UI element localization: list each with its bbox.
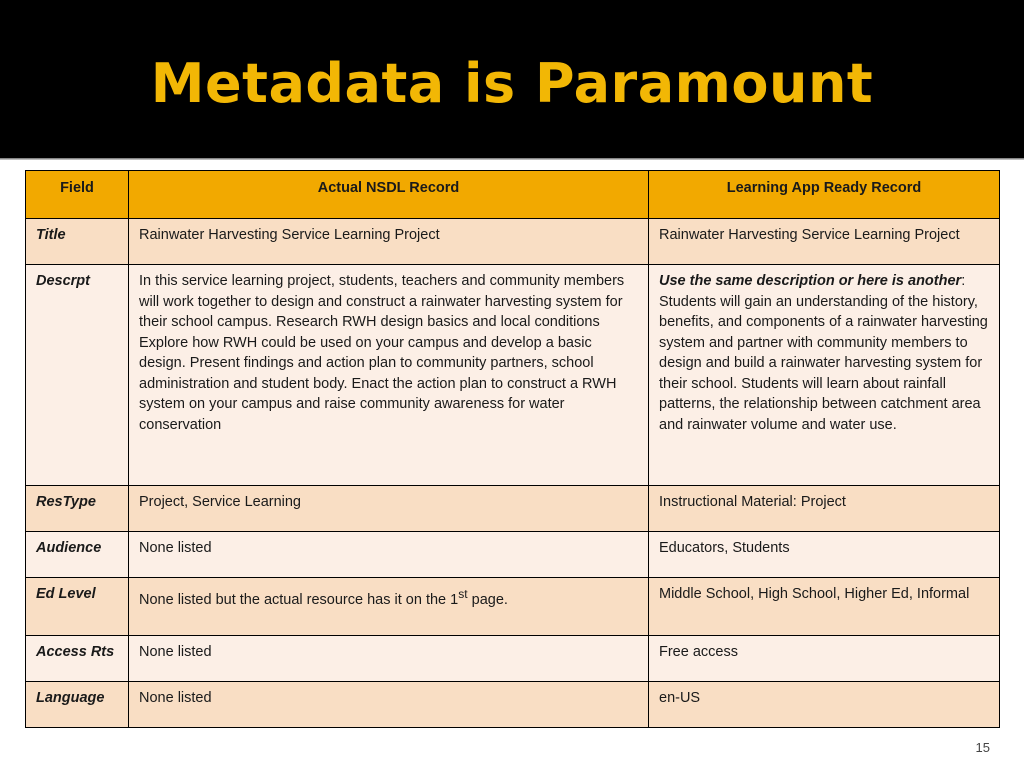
nsdl-value-text-end: page.	[467, 591, 508, 608]
app-value	[649, 265, 1000, 486]
field-label: Language	[26, 682, 129, 728]
app-value-body: Students will gain an understanding of the history, benefits, and components of a rainwater harvesting system and partner with community members to design and build a rainwater harvesting system for their school. Students will learn about rainfall patterns, the relationship between catchment area and rainwater volume and water use.	[659, 293, 988, 433]
field-label: ResType	[26, 486, 129, 532]
nsdl-value-text: None listed but the actual resource has it on the 1	[139, 591, 459, 608]
nsdl-value-superscript: st	[458, 587, 468, 601]
app-value: Middle School, High School, Higher Ed, Informal	[649, 578, 1000, 636]
table-row-restype	[26, 486, 1000, 532]
field-label: Descrpt	[26, 265, 129, 486]
table-row-access-rights	[26, 636, 1000, 682]
field-label: Access Rts	[26, 636, 129, 682]
nsdl-value: None listed	[129, 636, 649, 682]
nsdl-value: Rainwater Harvesting Service Learning Project	[129, 219, 649, 265]
table-row-description	[26, 265, 1000, 486]
nsdl-value: Project, Service Learning	[129, 486, 649, 532]
app-value: Free access	[649, 636, 1000, 682]
table-row-title	[26, 219, 1000, 265]
field-label: Ed Level	[26, 578, 129, 636]
app-value: en-US	[649, 682, 1000, 728]
app-value: Instructional Material: Project	[649, 486, 1000, 532]
app-value-lead: Use the same description or here is another	[659, 273, 962, 289]
title-band	[0, 0, 1024, 158]
app-value: Rainwater Harvesting Service Learning Project	[649, 219, 1000, 265]
table-row-language	[26, 682, 1000, 728]
field-label: Audience	[26, 532, 129, 578]
metadata-comparison-table	[25, 170, 1000, 728]
header-app-record: Learning App Ready Record	[649, 171, 1000, 219]
nsdl-value: None listed	[129, 532, 649, 578]
field-label: Title	[26, 219, 129, 265]
nsdl-value	[129, 578, 649, 636]
header-field: Field	[26, 171, 129, 219]
table-header-row	[26, 171, 1000, 219]
app-value: Educators, Students	[649, 532, 1000, 578]
nsdl-value: In this service learning project, students, teachers and community members will work together to design and construct a rainwater harvesting system for their school campus. Research RWH design basics and local conditions Explore how RWH could be used on your campus and develop a basic design. Present findings and action plan to community partners, school administration and student body. Enact the action plan to construct a RWH system on your campus and raise community awareness for water conservation	[129, 265, 649, 486]
page-number: 15	[975, 740, 990, 755]
slide-title: Metadata is Paramount	[150, 52, 874, 115]
app-value-lead-separator: :	[961, 273, 966, 289]
nsdl-value: None listed	[129, 682, 649, 728]
table-row-ed-level	[26, 578, 1000, 636]
table-row-audience	[26, 532, 1000, 578]
header-nsdl-record: Actual NSDL Record	[129, 171, 649, 219]
